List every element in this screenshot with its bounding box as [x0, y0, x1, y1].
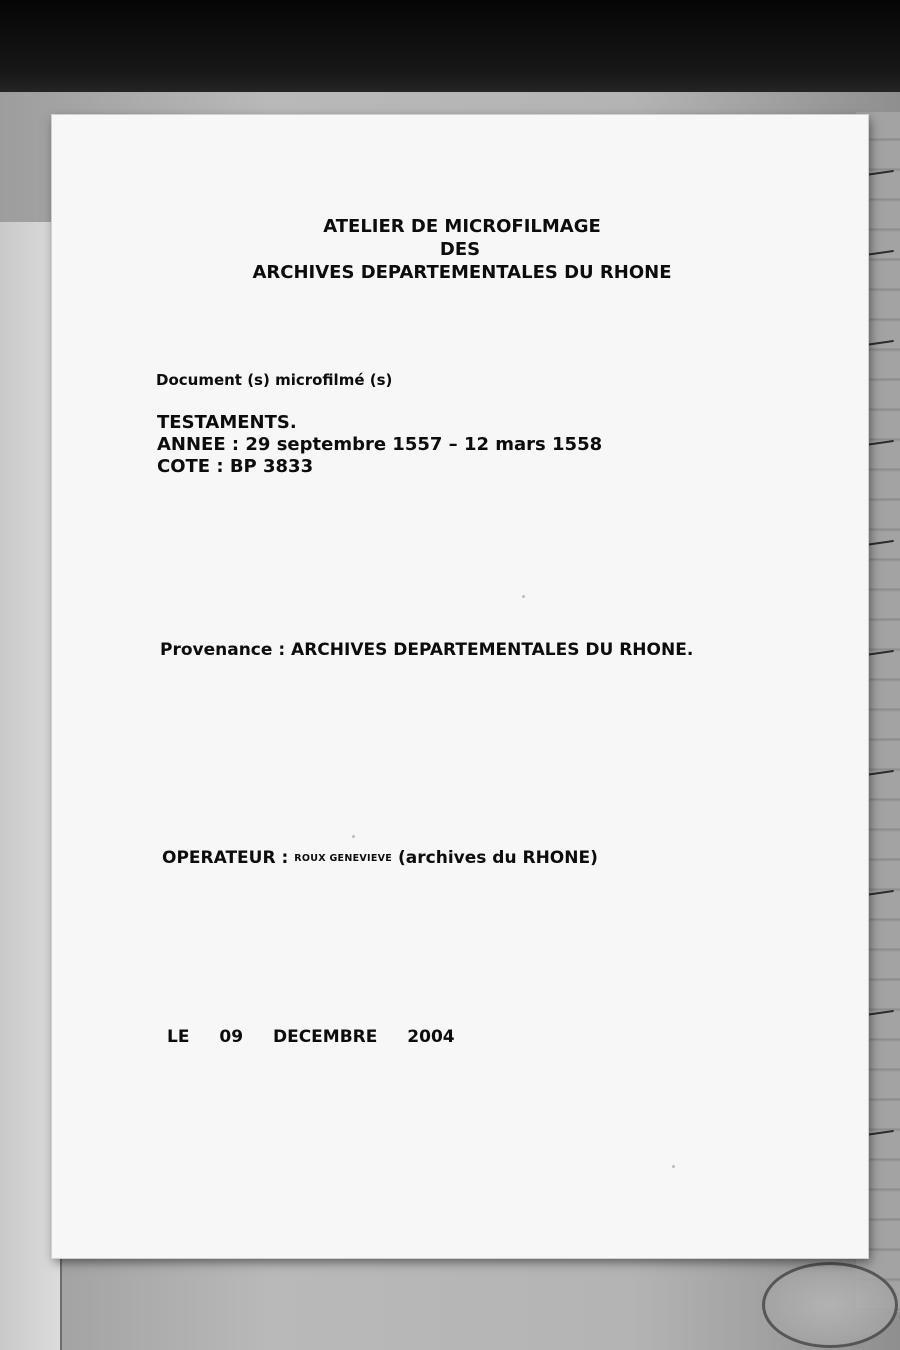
handwriting-mark	[864, 250, 894, 256]
film-top-band	[0, 0, 900, 100]
date-year: 2004	[407, 1027, 455, 1047]
handwriting-mark	[864, 650, 894, 656]
handwriting-mark	[864, 1010, 894, 1016]
archive-stamp	[762, 1262, 898, 1348]
dust-speck	[352, 835, 355, 838]
document-title: TESTAMENTS.	[157, 412, 297, 433]
handwriting-mark	[864, 440, 894, 446]
handwriting-mark	[864, 770, 894, 776]
date-line	[167, 1027, 473, 1047]
date-month: DECEMBRE	[272, 1027, 378, 1047]
operateur-line	[162, 848, 598, 868]
date-day: 09	[219, 1027, 244, 1047]
dust-speck	[522, 595, 525, 598]
handwriting-mark	[864, 540, 894, 546]
handwriting-mark	[864, 890, 894, 896]
provenance-line: Provenance : ARCHIVES DEPARTEMENTALES DU RHONE.	[160, 640, 694, 660]
sheet-header	[52, 215, 868, 284]
operateur-label: OPERATEUR :	[162, 848, 289, 868]
document-details	[157, 412, 602, 478]
handwriting-mark	[864, 340, 894, 346]
operateur-affiliation: (archives du RHONE)	[398, 848, 598, 868]
dust-speck	[672, 1165, 675, 1168]
operateur-name: ROUX GENEVIEVE	[294, 853, 393, 864]
documents-label: Document (s) microfilmé (s)	[156, 371, 393, 389]
handwriting-mark	[864, 170, 894, 176]
header-line-3: ARCHIVES DEPARTEMENTALES DU RHONE	[252, 262, 672, 283]
document-annee: ANNEE : 29 septembre 1557 – 12 mars 1558	[157, 434, 603, 455]
document-cote: COTE : BP 3833	[157, 456, 314, 477]
header-line-2: DES	[439, 239, 481, 260]
target-sheet	[52, 115, 868, 1258]
handwriting-mark	[864, 1130, 894, 1136]
date-le: LE	[167, 1027, 190, 1047]
header-line-1: ATELIER DE MICROFILMAGE	[323, 216, 601, 237]
